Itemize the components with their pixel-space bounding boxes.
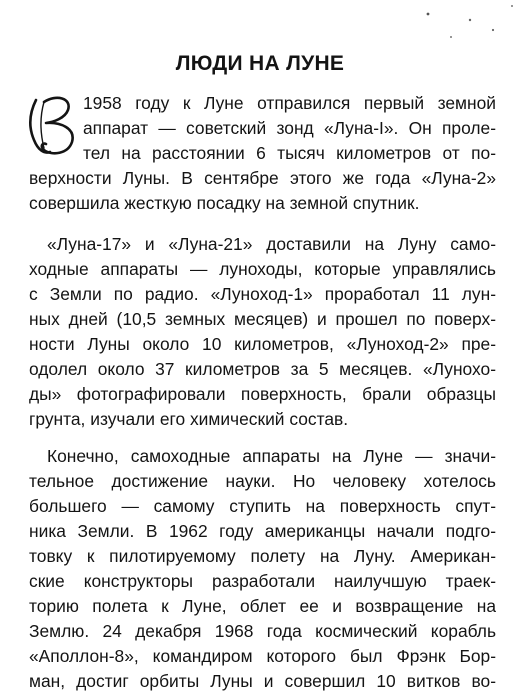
text-line: верхности Луны. В сентябре этого же года «Луна-2» (29, 168, 496, 188)
text-line: ман, достиг орбиты Луны и совершил 10 витков во- (29, 671, 496, 691)
page-title: ЛЮДИ НА ЛУНЕ (175, 52, 345, 75)
text-line: с Земли по радио. «Луноход-1» проработал 11 лун- (29, 284, 496, 304)
text-line: тельное достижение науки. Но человеку хотелось (29, 471, 496, 491)
text-line: Землю. 24 декабря 1968 года космический корабль (29, 621, 496, 641)
scan-specks (0, 0, 520, 60)
text-line: ходные аппараты — луноходы, которые управлялись (29, 259, 496, 279)
text-line: ности Луны около 10 километров, «Луноход-2» пре- (29, 334, 496, 354)
text-line: «Аполлон-8», командиром которого был Фрэнк Бор- (29, 646, 496, 666)
text-line: торию полета к Луне, облет ее и возвращение на (29, 596, 496, 616)
text-line: ника Земли. В 1962 году американцы начали подго- (29, 521, 496, 541)
text-line: аппарат — советский зонд «Луна-I». Он проле- (83, 118, 496, 138)
text-line: грунта, изучали его химический состав. (29, 409, 349, 429)
text-line: ды» фотографировали поверхность, брали образцы (29, 384, 496, 404)
text-line: тел на расстоянии 6 тысяч километров от по- (83, 143, 496, 163)
drop-cap-letter (22, 92, 82, 160)
text-line: ных дней (10,5 земных месяцев) и прошел по поверх- (29, 309, 496, 329)
text-line: совершила жесткую посадку на земной спутник. (29, 193, 420, 213)
text-line: ские конструкторы разработали наилучшую траек- (29, 571, 496, 591)
text-line: «Луна-17» и «Луна-21» доставили на Луну само- (47, 234, 496, 254)
text-line: большего — самому ступить на поверхность спут- (29, 496, 496, 516)
text-line: одолел около 37 километров за 5 месяцев. «Лунохо- (29, 359, 496, 379)
text-line: 1958 году к Луне отправился первый земной (83, 93, 496, 113)
text-line: Конечно, самоходные аппараты на Луне — значи- (47, 446, 496, 466)
text-line: товку к пилотируемому полету на Луну. Американ- (29, 546, 496, 566)
